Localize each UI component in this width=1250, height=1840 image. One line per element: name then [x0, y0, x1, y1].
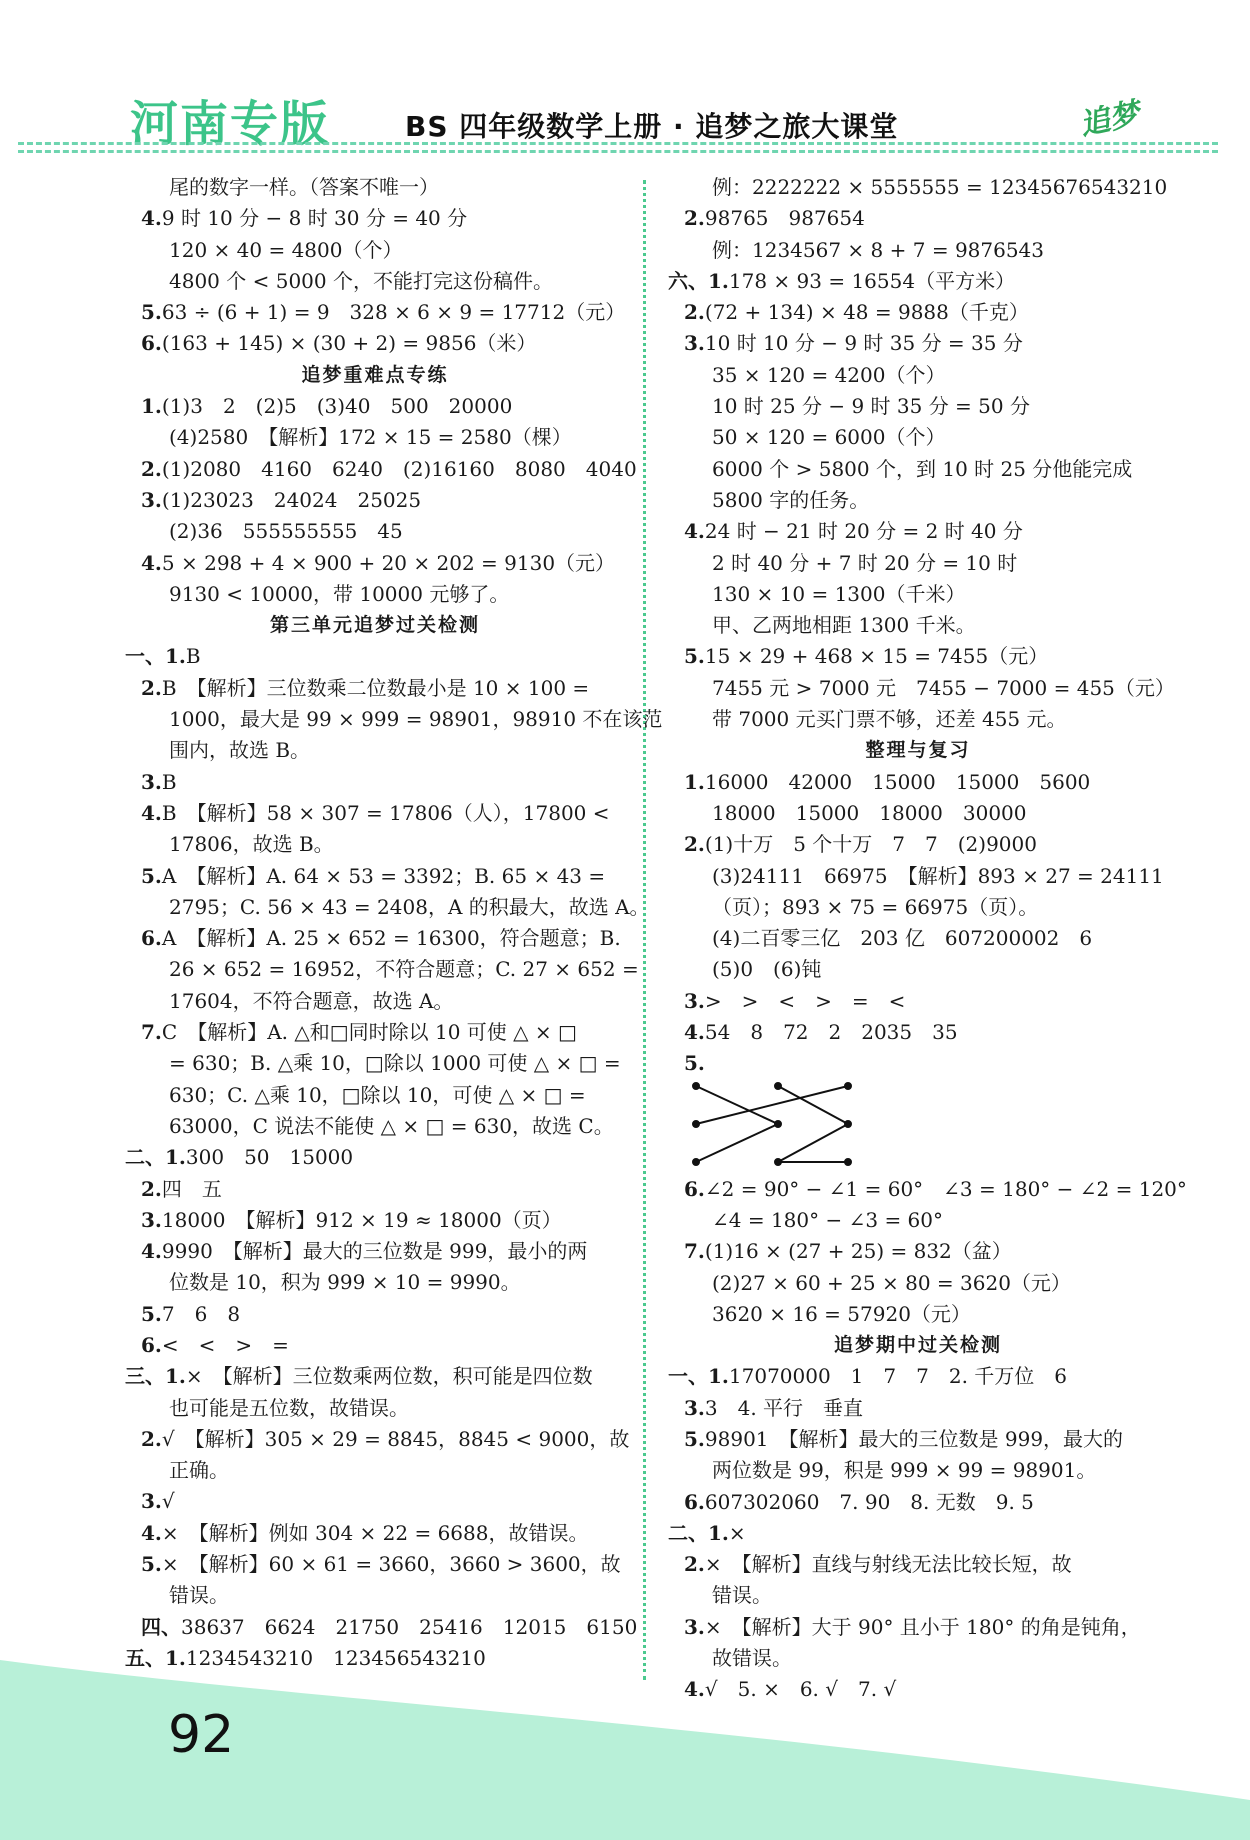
- answer-text: B: [185, 644, 201, 669]
- answer-line: [125, 266, 625, 297]
- answer-text: √ 【解析】305 × 29 = 8845，8845 < 9000，故: [161, 1426, 630, 1451]
- answer-line: [668, 516, 1168, 547]
- answer-text: 位数是 10，积为 999 × 10 = 9990。: [169, 1270, 521, 1295]
- answer-text: (1)2080 4160 6240 (2)16160 8080 4040: [161, 456, 637, 481]
- answer-text: 故错误。: [712, 1646, 792, 1671]
- answer-text: (4)二百零三亿 203 亿 607200002 6: [712, 926, 1093, 951]
- answer-line: [668, 391, 1168, 422]
- question-number: 一、1.: [125, 644, 186, 669]
- right-answer-column: [668, 172, 1187, 1706]
- question-number: 5.: [141, 1301, 162, 1326]
- answer-line: [125, 1048, 625, 1079]
- question-number: 7.: [684, 1239, 705, 1264]
- question-number: 4.: [684, 519, 705, 544]
- answer-text: 例：1234567 × 8 + 7 = 9876543: [712, 237, 1045, 262]
- answer-line: [668, 1048, 1168, 1079]
- dream-logo: 追梦: [1076, 96, 1143, 143]
- answer-text: 例：2222222 × 5555555 = 12345676543210: [712, 175, 1168, 199]
- answer-text: × 【解析】三位数乘两位数，积可能是四位数: [185, 1364, 593, 1389]
- answer-line: [125, 1017, 625, 1048]
- question-number: 4.: [141, 550, 162, 575]
- question-number: 2.: [684, 300, 705, 325]
- answer-text: 7455 元 > 7000 元 7455 − 7000 = 455（元）: [712, 675, 1175, 700]
- answer-line: [125, 1299, 625, 1330]
- question-number: 五、1.: [125, 1645, 186, 1670]
- answer-line: [125, 1393, 625, 1424]
- answer-line: [668, 1518, 1168, 1549]
- answer-text: A 【解析】A. 64 × 53 = 3392；B. 65 × 43 =: [161, 863, 606, 888]
- answer-line: [125, 986, 625, 1017]
- answer-text: 3620 × 16 = 57920（元）: [712, 1301, 971, 1326]
- answer-line: [668, 1424, 1168, 1455]
- answer-line: [125, 1111, 625, 1142]
- answer-text: 两位数是 99，积是 999 × 99 = 98901。: [712, 1458, 1097, 1483]
- question-number: 2.: [684, 1552, 705, 1577]
- question-number: 5.: [684, 1051, 705, 1076]
- header-rule-bottom: [18, 150, 1218, 153]
- page-header: [0, 0, 1250, 160]
- answer-line: [125, 454, 637, 485]
- answer-line: [668, 1393, 1168, 1424]
- question-number: 5.: [684, 644, 705, 669]
- answer-text: (163 + 145) × (30 + 2) = 9856（米）: [161, 331, 537, 356]
- answer-text: 2795；C. 56 × 43 = 2408，A 的积最大，故选 A。: [169, 894, 650, 919]
- answer-text: 9130 < 10000，带 10000 元够了。: [169, 581, 510, 606]
- section-heading: 追梦重难点专练: [301, 363, 449, 386]
- answer-line: [668, 235, 1168, 266]
- answer-text: 4800 个 < 5000 个，不能打完这份稿件。: [169, 268, 553, 293]
- answer-text: 3 4. 平行 垂直: [704, 1395, 864, 1420]
- question-number: 2.: [141, 675, 162, 700]
- answer-line: [125, 892, 650, 923]
- answer-text: 16000 42000 15000 15000 5600: [704, 769, 1091, 794]
- answer-line: [668, 297, 1168, 328]
- answer-line: [125, 172, 625, 203]
- answer-line: [668, 829, 1168, 860]
- answer-text: 10 时 10 分 − 9 时 35 分 = 35 分: [704, 331, 1023, 356]
- answer-text: 98901 【解析】最大的三位数是 999，最大的: [704, 1426, 1124, 1451]
- answer-text: × 【解析】大于 90° 且小于 180° 的角是钝角，: [704, 1614, 1141, 1639]
- answer-line: [125, 1612, 638, 1643]
- answer-text: 也可能是五位数，故错误。: [169, 1395, 409, 1420]
- answer-text: 错误。: [712, 1583, 772, 1608]
- answer-line: [668, 1612, 1168, 1643]
- answer-text: × 【解析】直线与射线无法比较长短，故: [704, 1552, 1072, 1577]
- answer-text: ∠2 = 90° − ∠1 = 60° ∠3 = 180° − ∠2 = 120°: [704, 1176, 1187, 1201]
- question-number: 2.: [141, 1426, 162, 1451]
- answer-line: [125, 235, 625, 266]
- answer-text: × 【解析】例如 304 × 22 = 6688，故错误。: [161, 1520, 589, 1545]
- answer-line: [125, 422, 625, 453]
- page-number: 92: [168, 1705, 235, 1765]
- answer-line: [125, 798, 625, 829]
- answer-line: [668, 673, 1175, 704]
- answer-line: [668, 861, 1168, 892]
- answer-line: [125, 1330, 625, 1361]
- section-heading: 第三单元追梦过关检测: [269, 614, 480, 637]
- answer-line: [125, 923, 625, 954]
- answer-text: 54 8 72 2 2035 35: [704, 1020, 958, 1045]
- answer-text: (2)36 555555555 45: [169, 519, 403, 544]
- answer-line: [125, 1424, 630, 1455]
- answer-text: 6000 个 > 5800 个，到 10 时 25 分他能完成: [712, 456, 1133, 481]
- question-number: 3.: [684, 331, 705, 356]
- answer-line: [125, 1080, 625, 1111]
- question-number: 5.: [141, 300, 162, 325]
- answer-text: B 【解析】三位数乘二位数最小是 10 × 100 =: [161, 675, 590, 700]
- answer-text: (72 + 134) × 48 = 9888（千克）: [704, 300, 1029, 325]
- question-number: 6.: [684, 1489, 705, 1514]
- answer-line: [668, 1236, 1168, 1267]
- answer-text: ∠4 = 180° − ∠3 = 60°: [712, 1207, 944, 1232]
- answer-line: [125, 829, 625, 860]
- answer-text: (3)24111 66975 【解析】893 × 27 = 24111: [712, 863, 1164, 888]
- answer-text: 正确。: [169, 1458, 229, 1483]
- question-number: 六、1.: [668, 268, 729, 293]
- answer-text: × 【解析】60 × 61 = 3660，3660 > 3600，故: [161, 1552, 621, 1577]
- answer-text: 9990 【解析】最大的三位数是 999，最小的两: [161, 1239, 588, 1264]
- answer-text: （页）；893 × 75 = 66975（页）。: [712, 894, 1039, 919]
- section-heading: 整理与复习: [865, 739, 971, 762]
- left-answer-column: [125, 172, 663, 1674]
- answer-text: 26 × 652 = 16952，不符合题意；C. 27 × 652 =: [169, 957, 639, 982]
- question-number: 2.: [684, 832, 705, 857]
- answer-text: 围内，故选 B。: [169, 738, 311, 763]
- answer-text: 18000 【解析】912 × 19 ≈ 18000（页）: [161, 1207, 562, 1232]
- answer-line: [668, 892, 1168, 923]
- answer-line: [668, 986, 1168, 1017]
- answer-line: [668, 923, 1168, 954]
- answer-text: (1)3 2 (2)5 (3)40 500 20000: [161, 394, 513, 419]
- question-number: 5.: [141, 863, 162, 888]
- question-number: 3.: [684, 1395, 705, 1420]
- answer-text: C 【解析】A. △和□同时除以 10 可使 △ × □: [161, 1020, 577, 1045]
- question-number: 3.: [141, 769, 162, 794]
- answer-text: = 630；B. △乘 10，□除以 1000 可使 △ × □ =: [169, 1051, 621, 1076]
- answer-line: [125, 1174, 625, 1205]
- answer-line: [125, 1205, 625, 1236]
- answer-line: [125, 735, 625, 766]
- answer-line: [668, 1580, 1168, 1611]
- answer-text: 630；C. △乘 10，□除以 10，可使 △ × □ =: [169, 1082, 586, 1107]
- question-number: 1.: [141, 394, 162, 419]
- answer-text: (1)十万 5 个十万 7 7 (2)9000: [704, 832, 1037, 857]
- answer-text: B 【解析】58 × 307 = 17806（人），17800 <: [161, 800, 610, 825]
- question-number: 二、1.: [668, 1520, 729, 1545]
- answer-line: [668, 203, 1168, 234]
- question-number: 二、1.: [125, 1145, 186, 1170]
- answer-text: 17070000 1 7 7 2. 千万位 6: [728, 1364, 1068, 1389]
- question-number: 四、: [141, 1614, 181, 1639]
- answer-line: [668, 266, 1168, 297]
- answer-text: 1000，最大是 99 × 999 = 98901，98910 不在该范: [169, 707, 663, 732]
- question-number: 4.: [141, 1239, 162, 1264]
- answer-line: [125, 1486, 625, 1517]
- answer-line: [125, 485, 625, 516]
- answer-text: (2)27 × 60 + 25 × 80 = 3620（元）: [712, 1270, 1071, 1295]
- answer-line: [668, 454, 1168, 485]
- answer-text: 120 × 40 = 4800（个）: [169, 237, 403, 262]
- answer-text: 35 × 120 = 4200（个）: [712, 362, 946, 387]
- question-number: 三、1.: [125, 1364, 186, 1389]
- question-number: 6.: [684, 1176, 705, 1201]
- answer-text: 1234543210 123456543210: [185, 1645, 486, 1670]
- answer-line: [668, 485, 1168, 516]
- answer-line: [668, 954, 1168, 985]
- answer-line: [125, 641, 625, 672]
- answer-text: (1)23023 24024 25025: [161, 487, 422, 512]
- answer-line: [668, 328, 1168, 359]
- answer-text: 5800 字的任务。: [712, 487, 870, 512]
- question-number: 6.: [141, 926, 162, 951]
- question-number: 6.: [141, 331, 162, 356]
- answer-text: 2 时 40 分 + 7 时 20 分 = 10 时: [712, 550, 1018, 575]
- question-number: 4.: [684, 1020, 705, 1045]
- question-number: 4.: [684, 1677, 705, 1702]
- question-number: 3.: [141, 487, 162, 512]
- answer-line: [668, 172, 1168, 203]
- answer-text: > > < > = <: [704, 988, 906, 1013]
- answer-text: √ 5. × 6. √ 7. √: [704, 1677, 897, 1702]
- question-number: 2.: [684, 206, 705, 231]
- answer-text: 38637 6624 21750 25416 12015 6150: [181, 1614, 638, 1639]
- question-number: 1.: [684, 769, 705, 794]
- answer-text: (1)16 × (27 + 25) = 832（盆）: [704, 1239, 1012, 1264]
- answer-line: [125, 704, 663, 735]
- answer-line: [668, 704, 1168, 735]
- answer-line: [668, 1299, 1168, 1330]
- book-title: BS 四年级数学上册 · 追梦之旅大课堂: [405, 110, 899, 143]
- answer-text: 9 时 10 分 − 8 时 30 分 = 40 分: [161, 206, 468, 231]
- answer-line: [125, 1455, 625, 1486]
- answer-line: [125, 579, 625, 610]
- question-number: 3.: [684, 1614, 705, 1639]
- answer-line: [668, 1174, 1187, 1205]
- answer-line: [668, 422, 1168, 453]
- answer-text: 24 时 − 21 时 20 分 = 2 时 40 分: [704, 519, 1023, 544]
- answer-line: [125, 1361, 625, 1392]
- answer-line: [125, 1142, 625, 1173]
- answer-line: [125, 767, 625, 798]
- section-heading: 追梦期中过关检测: [833, 1334, 1002, 1357]
- answer-line: [668, 1017, 1168, 1048]
- answer-line: [125, 1549, 625, 1580]
- answer-text: 15 × 29 + 468 × 15 = 7455（元）: [704, 644, 1049, 669]
- answer-text: B: [161, 769, 177, 794]
- answer-text: ×: [728, 1520, 746, 1545]
- answer-text: 18000 15000 18000 30000: [712, 800, 1027, 825]
- answer-text: 50 × 120 = 6000（个）: [712, 425, 946, 450]
- answer-text: 尾的数字一样。（答案不唯一）: [169, 175, 439, 199]
- answer-line: [125, 1267, 625, 1298]
- question-number: 2.: [141, 1176, 162, 1201]
- question-number: 3.: [684, 988, 705, 1013]
- answer-text: 10 时 25 分 − 9 时 35 分 = 50 分: [712, 394, 1030, 419]
- answer-text: 98765 987654: [704, 206, 865, 231]
- answer-text: 130 × 10 = 1300（千米）: [712, 581, 966, 606]
- answer-line: [668, 1549, 1168, 1580]
- answer-line: [668, 767, 1168, 798]
- brand-title: 河南专版: [130, 96, 331, 152]
- header-rule-top: [18, 142, 1218, 145]
- answer-line: [125, 297, 625, 328]
- answer-text: 5 × 298 + 4 × 900 + 20 × 202 = 9130（元）: [161, 550, 616, 575]
- answer-line: [125, 861, 625, 892]
- answer-text: 甲、乙两地相距 1300 千米。: [712, 613, 976, 638]
- answer-text: (5)0 (6)钝: [712, 957, 822, 982]
- answer-line: [125, 954, 639, 985]
- answer-text: 63 ÷ (6 + 1) = 9 328 × 6 × 9 = 17712（元）: [161, 300, 626, 325]
- answer-text: < < > =: [161, 1332, 289, 1357]
- answer-text: 63000，C 说法不能使 △ × □ = 630，故选 C。: [169, 1113, 614, 1138]
- question-number: 5.: [684, 1426, 705, 1451]
- question-number: 3.: [141, 1207, 162, 1232]
- question-number: 3.: [141, 1489, 162, 1514]
- answer-text: 带 7000 元买门票不够，还差 455 元。: [712, 707, 1067, 732]
- matching-diagram: [668, 1080, 1168, 1174]
- answer-line: [125, 391, 625, 422]
- answer-line: [668, 360, 1168, 391]
- answer-line: [125, 673, 625, 704]
- question-number: 4.: [141, 206, 162, 231]
- answer-text: 300 50 15000: [185, 1145, 354, 1170]
- answer-text: 错误。: [169, 1583, 229, 1608]
- answer-text: 178 × 93 = 16554（平方米）: [728, 268, 1016, 293]
- answer-line: [125, 1518, 625, 1549]
- question-number: 一、1.: [668, 1364, 729, 1389]
- answer-line: [125, 1580, 625, 1611]
- answer-text: 607302060 7. 90 8. 无数 9. 5: [704, 1489, 1034, 1514]
- question-number: 4.: [141, 1520, 162, 1545]
- answer-line: [668, 641, 1168, 672]
- answer-line: [125, 328, 625, 359]
- answer-line: [125, 203, 625, 234]
- answer-line: [125, 1236, 625, 1267]
- answer-line: [668, 1455, 1168, 1486]
- answer-line: [668, 798, 1168, 829]
- answer-line: [125, 516, 625, 547]
- answer-line: [668, 1487, 1168, 1518]
- answer-line: [668, 1361, 1168, 1392]
- answer-text: (4)2580 【解析】172 × 15 = 2580（棵）: [169, 425, 572, 450]
- question-number: 6.: [141, 1332, 162, 1357]
- answer-text: 四 五: [161, 1176, 222, 1201]
- answer-text: √: [161, 1489, 175, 1514]
- answer-text: 7 6 8: [161, 1301, 241, 1326]
- answer-text: A 【解析】A. 25 × 652 = 16300，符合题意；B.: [161, 926, 621, 951]
- answer-line: [668, 610, 1168, 641]
- question-number: 7.: [141, 1020, 162, 1045]
- question-number: 2.: [141, 456, 162, 481]
- answer-line: [668, 548, 1168, 579]
- column-divider: [643, 180, 646, 1680]
- answer-line: [668, 1205, 1168, 1236]
- answer-line: [668, 1268, 1168, 1299]
- question-number: 4.: [141, 800, 162, 825]
- answer-line: [668, 579, 1168, 610]
- answer-text: 17604，不符合题意，故选 A。: [169, 988, 454, 1013]
- answer-line: [125, 548, 625, 579]
- question-number: 5.: [141, 1552, 162, 1577]
- answer-text: 17806，故选 B。: [169, 832, 334, 857]
